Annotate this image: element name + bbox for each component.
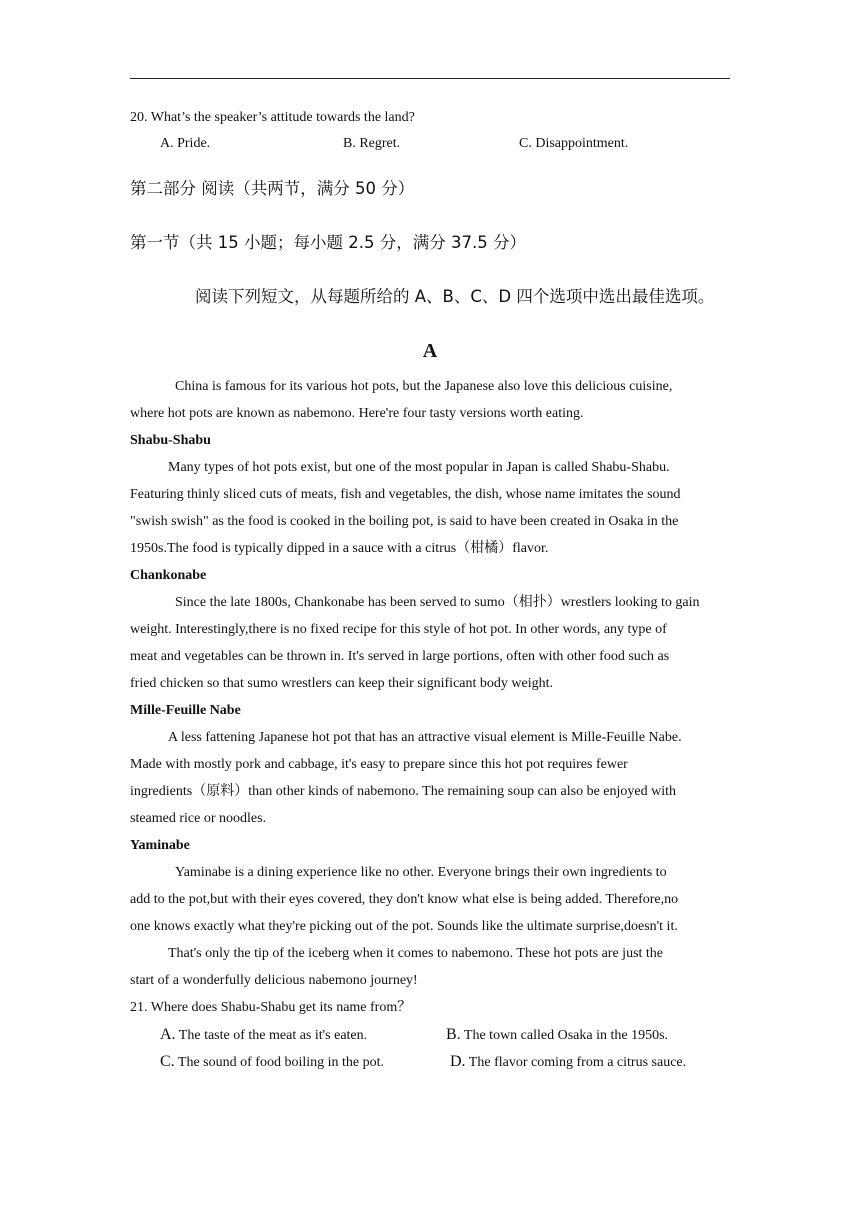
paragraph-line: weight. Interestingly,there is no fixed recipe for this style of hot pot. In other words, any type of bbox=[130, 622, 667, 637]
paragraph-line: "swish swish" as the food is cooked in the boiling pot, is said to have been created in Osaka in the bbox=[130, 514, 679, 529]
passage-letter: A bbox=[422, 340, 438, 362]
option-text: The flavor coming from a citrus sauce. bbox=[465, 1055, 687, 1070]
section-title-shabu-shabu: Shabu-Shabu bbox=[130, 433, 211, 448]
q21-option-a bbox=[160, 1026, 367, 1044]
paragraph-line: add to the pot,but with their eyes covered, they don't know what else is being added. Therefore,no bbox=[130, 892, 679, 907]
paragraph-line: Featuring thinly sliced cuts of meats, fish and vegetables, the dish, whose name imitates the sound bbox=[130, 487, 681, 502]
option-text: The town called Osaka in the 1950s. bbox=[460, 1028, 669, 1043]
section1-heading: 第一节（共 15 小题；每小题 2.5 分，满分 37.5 分） bbox=[130, 233, 526, 252]
closing-line: start of a wonderfully delicious nabemono journey! bbox=[130, 973, 418, 988]
section-title-mille-feuille-nabe: Mille-Feuille Nabe bbox=[130, 703, 241, 718]
option-letter: A. bbox=[160, 1026, 176, 1043]
paragraph-line: meat and vegetables can be thrown in. It's served in large portions, often with other food such as bbox=[130, 649, 670, 664]
header-rule bbox=[130, 78, 730, 79]
intro-line: where hot pots are known as nabemono. Here're four tasty versions worth eating. bbox=[130, 406, 584, 421]
closing-line: That's only the tip of the iceberg when it comes to nabemono. These hot pots are just the bbox=[168, 946, 664, 961]
option-text: The sound of food boiling in the pot. bbox=[174, 1055, 385, 1070]
paragraph-line: ingredients（原料）than other kinds of nabemono. The remaining soup can also be enjoyed with bbox=[130, 784, 677, 799]
q20-option-b: B. Regret. bbox=[343, 136, 401, 151]
paragraph-line: one knows exactly what they're picking out of the pot. Sounds like the ultimate surprise,doesn't it. bbox=[130, 919, 678, 934]
option-letter: B. bbox=[446, 1026, 461, 1043]
q20-option-c: C. Disappointment. bbox=[519, 136, 629, 151]
option-text: The taste of the meat as it's eaten. bbox=[175, 1028, 368, 1043]
option-letter: C. bbox=[160, 1053, 175, 1070]
q20-option-a: A. Pride. bbox=[160, 136, 211, 151]
paragraph-line: steamed rice or noodles. bbox=[130, 811, 267, 826]
paragraph-line: Since the late 1800s, Chankonabe has been served to sumo（相扑）wrestlers looking to gain bbox=[175, 595, 700, 610]
paragraph-line: Many types of hot pots exist, but one of the most popular in Japan is called Shabu-Shabu. bbox=[168, 460, 670, 475]
intro-line: China is famous for its various hot pots, but the Japanese also love this delicious cuisine, bbox=[175, 379, 673, 394]
section-title-yaminabe: Yaminabe bbox=[130, 838, 190, 853]
paragraph-line: fried chicken so that sumo wrestlers can keep their significant body weight. bbox=[130, 676, 553, 691]
q20-stem: 20. What’s the speaker’s attitude towards the land? bbox=[130, 110, 415, 125]
option-letter: D. bbox=[450, 1053, 466, 1070]
instruction: 阅读下列短文，从每题所给的 A、B、C、D 四个选项中选出最佳选项。 bbox=[195, 287, 715, 306]
q21-option-b bbox=[446, 1026, 668, 1044]
paragraph-line: 1950s.The food is typically dipped in a sauce with a citrus（柑橘）flavor. bbox=[130, 541, 549, 556]
section-title-chankonabe: Chankonabe bbox=[130, 568, 207, 583]
q21-option-d bbox=[450, 1053, 686, 1071]
q21-stem: 21. Where does Shabu-Shabu get its name from？ bbox=[130, 1000, 412, 1015]
paragraph-line: A less fattening Japanese hot pot that has an attractive visual element is Mille-Feuille Nabe. bbox=[168, 730, 682, 745]
paragraph-line: Made with mostly pork and cabbage, it's easy to prepare since this hot pot requires fewer bbox=[130, 757, 628, 772]
q21-option-c bbox=[160, 1053, 384, 1071]
paragraph-line: Yaminabe is a dining experience like no other. Everyone brings their own ingredients to bbox=[175, 865, 667, 880]
part2-heading: 第二部分 阅读（共两节，满分 50 分） bbox=[130, 179, 415, 198]
